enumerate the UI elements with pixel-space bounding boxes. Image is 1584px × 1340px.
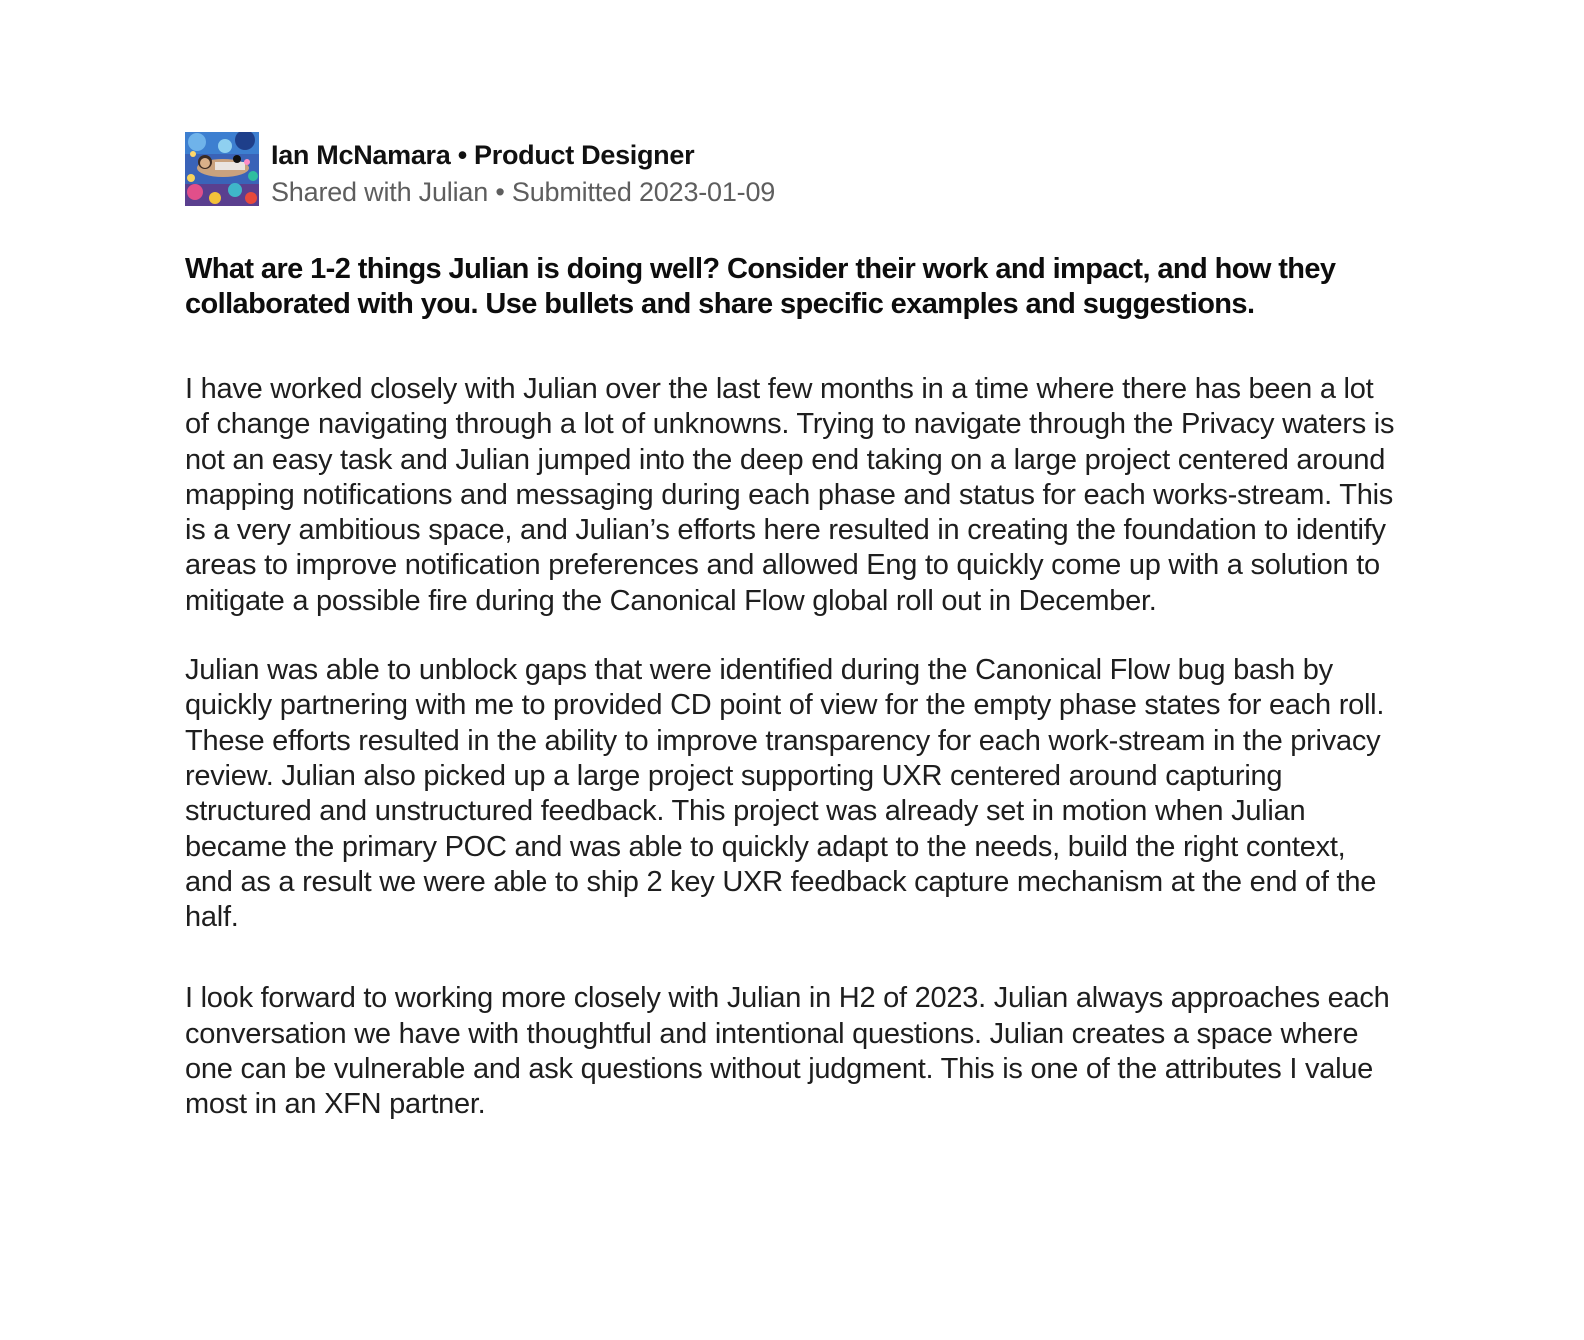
answer-paragraph-1: I have worked closely with Julian over the last few months in a time where there has been a lot of change navigating through a lot of unknowns. Trying to navigate through the Privacy waters is not an easy task and Julian jumped into the deep end taking on a large project centered around mapping notifications and messaging during each phase and status for each works-stream. This is a very ambitious space, and Julian’s efforts here resulted in creating the foundation to identify areas to improve notification preferences and allowed Eng to quickly come up with a solution to mitigate a possible fire during the Canonical Flow global roll out in December. [185, 373, 1395, 617]
answer-paragraph-2: Julian was able to unblock gaps that were identified during the Canonical Flow bug bash by quickly partnering with me to provided CD point of view for the empty phase states for each roll. These efforts resulted in the ability to improve transparency for each work-stream in the privacy review. Julian also picked up a large project supporting UXR centered around capturing structured and unstructured feedback. This project was already set in motion when Julian became the primary POC and was able to quickly adapt to the needs, build the right context, and as a result we were able to ship 2 key UXR feedback capture mechanism at the end of the half. [185, 654, 1385, 934]
author-name[interactable]: Ian McNamara [271, 140, 451, 170]
answer-body [185, 372, 1405, 1123]
author-role: Product Designer [474, 140, 695, 170]
author-meta [271, 132, 775, 209]
feedback-header [185, 132, 1405, 208]
shared-with-text: Shared with Julian [271, 177, 489, 207]
answer-paragraph-3: I look forward to working more closely with Julian in H2 of 2023. Julian always approaches each conversation we have with thoughtful and intentional questions. Julian creates a space where one can be vulnerable and ask questions without judgment. This is one of the attributes I value most in an XFN partner. [185, 982, 1390, 1121]
author-separator: • [457, 140, 467, 170]
feedback-card [185, 132, 1405, 1157]
avatar[interactable] [185, 132, 259, 206]
question-heading: What are 1-2 things Julian is doing well? Consider their work and impact, and how they collaborated with you. Use bullets and share specific examples and suggestions. [185, 253, 1336, 320]
share-status-line [271, 175, 775, 209]
submitted-date: Submitted 2023-01-09 [511, 177, 776, 207]
avatar-image [185, 132, 259, 206]
author-line [271, 138, 775, 172]
status-separator: • [495, 177, 505, 207]
